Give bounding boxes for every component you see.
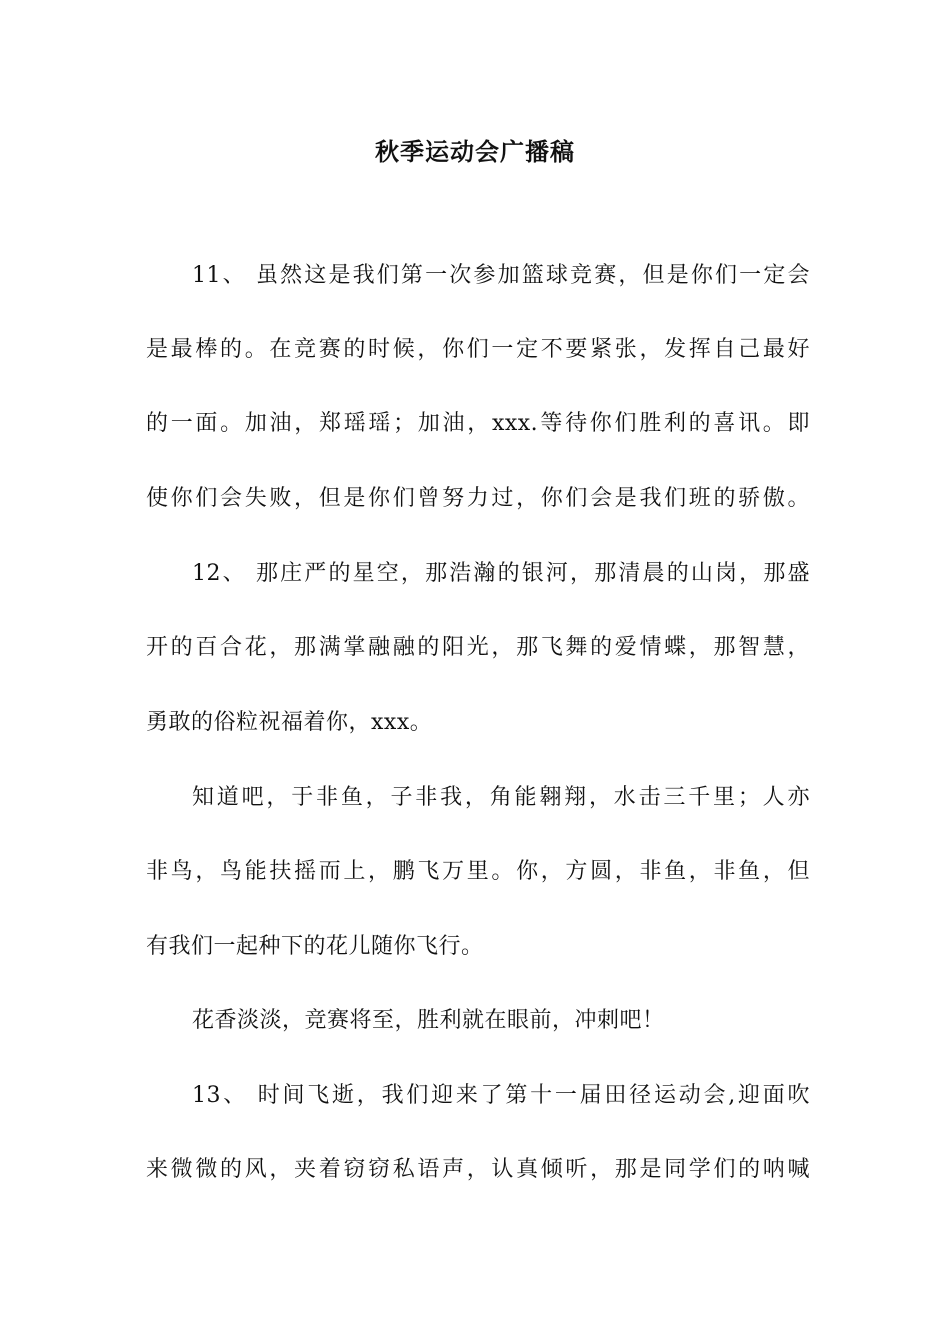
text-line: 11、 虽然这是我们第一次参加篮球竞赛，但是你们一定会	[192, 263, 810, 288]
text-line: 花香淡淡，竞赛将至，胜利就在眼前，冲刺吧！	[192, 1008, 665, 1033]
text-line: 是最棒的。在竞赛的时候，你们一定不要紧张，发挥自己最好	[146, 337, 810, 362]
document-title: 秋季运动会广播稿	[375, 137, 575, 166]
text-line: 13、 时间飞逝，我们迎来了第十一届田径运动会,迎面吹	[192, 1083, 810, 1108]
text-line: 使你们会失败，但是你们曾努力过，你们会是我们班的骄傲。	[146, 486, 810, 511]
text-line: 非鸟，鸟能扶摇而上，鹏飞万里。你，方圆，非鱼，非鱼，但	[146, 859, 810, 884]
text-line: 来微微的风，夹着窃窃私语声，认真倾听，那是同学们的呐喊	[146, 1157, 810, 1182]
text-line: 知道吧，于非鱼，子非我，角能翱翔，水击三千里；人亦	[192, 785, 810, 810]
text-line: 的一面。加油，郑瑶瑶；加油，xxx.等待你们胜利的喜讯。即	[146, 411, 810, 436]
text-line: 有我们一起种下的花儿随你飞行。	[146, 934, 484, 959]
text-line: 开的百合花，那满掌融融的阳光，那飞舞的爱情蝶，那智慧，	[146, 635, 810, 660]
text-line: 12、 那庄严的星空，那浩瀚的银河，那清晨的山岗，那盛	[192, 561, 810, 586]
text-line: 勇敢的俗粒祝福着你，xxx。	[146, 710, 433, 735]
